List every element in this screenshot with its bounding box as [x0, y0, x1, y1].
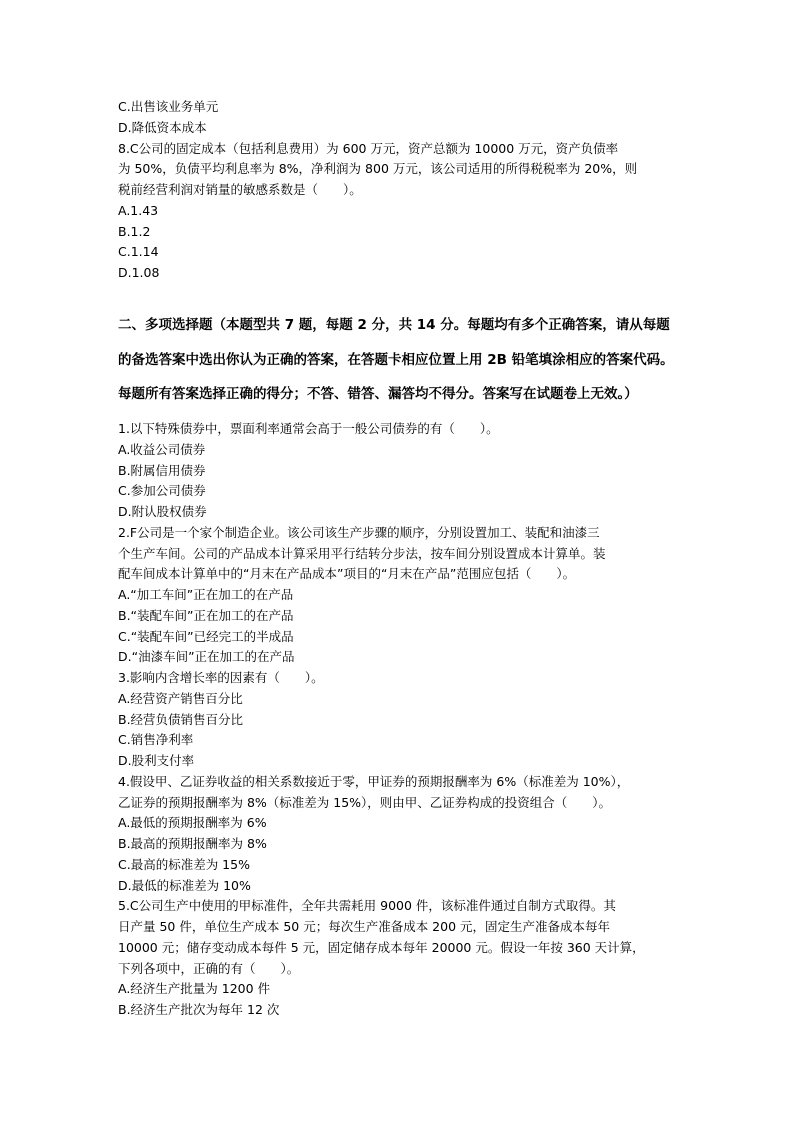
question-1: [118, 419, 678, 523]
heading-line: 每题所有答案选择正确的得分；不答、错答、漏答均不得分。答案写在试题卷上无效。）: [118, 386, 638, 402]
multiple-choice-questions: [118, 419, 678, 1021]
option-line: D.1.08: [118, 265, 160, 280]
question-5: [118, 896, 678, 1021]
option-line: D.附认股权债券: [118, 504, 207, 519]
option-line: A.最低的预期报酬率为 6%: [118, 815, 267, 831]
option-line: C.“装配车间”已经完工的半成品: [118, 628, 294, 644]
option-line: A.“加工车间”正在加工的在产品: [118, 587, 294, 602]
option-line: B.“装配车间”正在加工的在产品: [118, 607, 294, 623]
question-stem-line: 10000 元；储存变动成本每件 5 元，固定储存成本每年 20000 元。假设一年按 360 天计算，: [118, 939, 645, 955]
question-stem-line: 5.C公司生产中使用的甲标准件，全年共需耗用 9000 件，该标准件通过自制方式取得。其: [118, 898, 616, 914]
option-line: B.附属信用债券: [118, 462, 206, 478]
question-stem-line: 4.假设甲、乙证券收益的相关系数接近于零，甲证券的预期报酬率为 6%（标准差为 10%），: [118, 773, 630, 789]
question-3: [118, 668, 678, 772]
option-line: C.1.14: [118, 244, 159, 260]
heading-line: 二、多项选择题（本题型共 7 题，每题 2 分，共 14 分。每题均有多个正确答案，请从每题: [118, 317, 670, 333]
question-stem-line: 1.以下特殊债券中，票面利率通常会高于一般公司债券的有（ ）。: [118, 421, 499, 436]
question-2: [118, 523, 678, 668]
option-line: C.参加公司债券: [118, 483, 206, 499]
option-line: B.经营负债销售百分比: [118, 711, 244, 727]
option-line: D.降低资本成本: [118, 119, 207, 135]
question-4: [118, 772, 678, 897]
option-line: C.销售净利率: [118, 732, 194, 748]
option-line: D.股利支付率: [118, 753, 195, 768]
option-line: C.出售该业务单元: [118, 99, 219, 114]
question-stem-line: 下列各项中，正确的有（ ）。: [118, 960, 300, 976]
heading-line: 的备选答案中选出你认为正确的答案，在答题卡相应位置上用 2B 铅笔填涂相应的答案代码。: [118, 351, 674, 368]
previous-questions: [118, 97, 678, 284]
option-line: A.经营资产销售百分比: [118, 690, 243, 706]
option-line: A.1.43: [118, 202, 159, 218]
section-heading: [118, 308, 678, 412]
option-line: D.最低的标准差为 10%: [118, 877, 251, 893]
question-stem-line: 乙证券的预期报酬率为 8%（标准差为 15%），则由甲、乙证券构成的投资组合（ ）。: [118, 794, 612, 810]
question-stem-line: 税前经营利润对销量的敏感系数是（ ）。: [118, 182, 362, 197]
question-stem-line: 日产量 50 件，单位生产成本 50 元；每次生产准备成本 200 元，固定生产准备成本每年: [118, 919, 611, 934]
option-line: A.收益公司债券: [118, 441, 206, 457]
question-stem-line: 2.F公司是一个家个制造企业。该公司该生产步骤的顺序，分别设置加工、装配和油漆三: [118, 524, 600, 540]
question-stem-line: 个生产车间。公司的产品成本计算采用平行结转分步法，按车间分别设置成本计算单。装: [118, 545, 606, 561]
option-line: A.经济生产批量为 1200 件: [118, 981, 271, 997]
question-stem-line: 3.影响内含增长率的因素有（ ）。: [118, 670, 324, 685]
option-line: B.1.2: [118, 223, 151, 239]
option-line: C.最高的标准差为 15%: [118, 856, 250, 872]
question-stem-line: 8.C公司的固定成本（包括利息费用）为 600 万元，资产总额为 10000 万元，资产负债率: [118, 140, 619, 156]
option-line: B.经济生产批次为每年 12 次: [118, 1002, 280, 1017]
option-line: B.最高的预期报酬率为 8%: [118, 836, 267, 851]
option-line: D.“油漆车间”正在加工的在产品: [118, 649, 295, 665]
question-stem-line: 为 50%，负债平均利息率为 8%，净利润为 800 万元，该公司适用的所得税税率为 20%，则: [118, 161, 638, 177]
question-stem-line: 配车间成本计算单中的“月末在产品成本”项目的“月末在产品”范围应包括（ ）。: [118, 566, 576, 582]
